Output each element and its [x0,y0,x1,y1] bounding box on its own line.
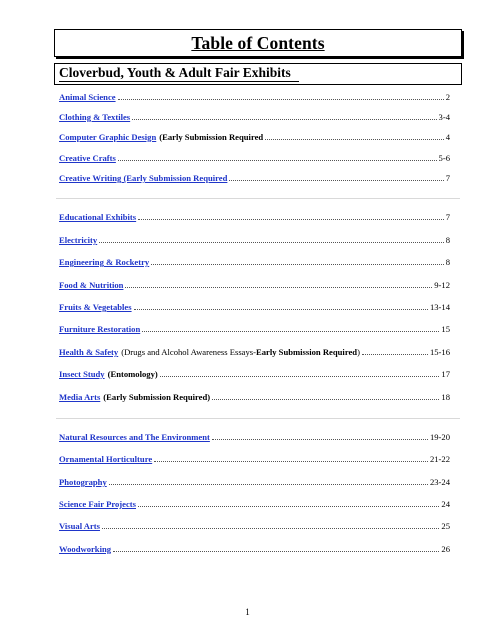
toc-page-number: 8 [445,257,450,267]
leader-dots [102,520,439,529]
toc-entry-fruits-vegetables [59,301,450,313]
toc-link-creative-writing[interactable]: Creative Writing (Early Submission Required [59,173,228,183]
leader-dots [132,111,436,120]
toc-note: (Entomology) [107,369,158,379]
leader-dots [109,476,428,485]
toc-entry-furniture-restoration [59,323,450,335]
toc-link-creative-crafts[interactable]: Creative Crafts [59,153,116,163]
leader-dots [265,131,444,140]
toc-link-educational-exhibits[interactable]: Educational Exhibits [59,212,137,222]
toc-entry-computer-graphic-design [59,131,450,143]
leader-dots [142,323,439,332]
leader-dots [134,301,428,310]
leader-dots [362,346,428,355]
leader-dots [212,391,439,400]
toc-entry-creative-crafts [59,152,450,164]
toc-page-number: 18 [441,392,450,402]
toc-link-clothing-textiles[interactable]: Clothing & Textiles [59,112,131,122]
leader-dots [125,279,432,288]
leader-dots [118,91,444,100]
leader-dots [160,368,440,377]
toc-entry-animal-science [59,91,450,103]
toc-note: (Drugs and Alcohol Awareness Essays-Early Submission Required) [121,347,360,357]
leader-dots [138,498,439,507]
toc-page-number: 2 [445,92,450,102]
toc-link-natural-resources[interactable]: Natural Resources and The Environment [59,432,210,442]
toc-page-number: 4 [445,132,450,142]
toc-page-number: 15-16 [429,347,450,357]
leader-dots [138,211,444,220]
leader-dots [118,152,437,161]
leader-dots [99,234,444,243]
toc-entry-educational-exhibits [59,211,450,223]
toc-entry-clothing-textiles [59,111,450,123]
toc-page-number: 25 [441,521,450,531]
toc-link-health-safety[interactable]: Health & Safety [59,347,119,357]
toc-page-number: 23-24 [429,477,450,487]
toc-page-number: 5-6 [438,153,450,163]
toc-page-number: 26 [441,544,450,554]
toc-link-woodworking[interactable]: Woodworking [59,544,112,554]
toc-page-number: 13-14 [429,302,450,312]
toc-entry-woodworking [59,543,450,555]
toc-page-number: 24 [441,499,450,509]
toc-link-media-arts[interactable]: Media Arts [59,392,101,402]
toc-entry-electricity [59,234,450,246]
leader-dots [151,256,443,265]
toc-entry-natural-resources [59,431,450,443]
toc-link-furniture-restoration[interactable]: Furniture Restoration [59,324,141,334]
toc-page-number: 7 [445,173,450,183]
leader-dots [212,431,428,440]
page-number: 1 [245,607,250,617]
toc-entry-media-arts [59,391,450,403]
toc-entry-insect-study [59,368,450,380]
toc-note: (Early Submission Required [159,132,264,142]
toc-page-number: 19-20 [429,432,450,442]
toc-link-photography[interactable]: Photography [59,477,107,487]
section-heading-box [54,63,462,85]
toc-link-computer-graphic-design[interactable]: Computer Graphic Design [59,132,157,142]
toc-page-number: 7 [445,212,450,222]
toc-link-insect-study[interactable]: Insect Study [59,369,105,379]
toc-page-number: 3-4 [438,112,450,122]
toc-link-ornamental-horticulture[interactable]: Ornamental Horticulture [59,454,153,464]
toc-entry-photography [59,476,450,488]
toc-entry-health-safety [59,346,450,358]
toc-entry-engineering-rocketry [59,256,450,268]
toc-entry-food-nutrition [59,279,450,291]
toc-link-food-nutrition[interactable]: Food & Nutrition [59,280,124,290]
toc-entry-creative-writing [59,172,450,184]
toc-page-number: 17 [441,369,450,379]
toc-note: (Early Submission Required) [103,392,211,402]
toc-page-number: 9-12 [434,280,450,290]
toc-entry-ornamental-horticulture [59,453,450,465]
separator-line [56,198,460,199]
toc-link-fruits-vegetables[interactable]: Fruits & Vegetables [59,302,132,312]
title-box [54,29,462,57]
toc-page-number: 15 [441,324,450,334]
toc-link-engineering-rocketry[interactable]: Engineering & Rocketry [59,257,150,267]
toc-link-animal-science[interactable]: Animal Science [59,92,116,102]
toc-page-number: 21-22 [429,454,450,464]
toc-entry-visual-arts [59,520,450,532]
leader-dots [113,543,439,552]
leader-dots [154,453,428,462]
toc-page-number: 8 [445,235,450,245]
separator-line [56,418,460,419]
leader-dots [229,172,443,181]
section-heading: Cloverbud, Youth & Adult Fair Exhibits [59,65,299,82]
toc-entry-science-fair-projects [59,498,450,510]
toc-link-electricity[interactable]: Electricity [59,235,98,245]
toc-link-science-fair-projects[interactable]: Science Fair Projects [59,499,136,509]
toc-link-visual-arts[interactable]: Visual Arts [59,521,100,531]
page-title: Table of Contents [191,32,325,53]
